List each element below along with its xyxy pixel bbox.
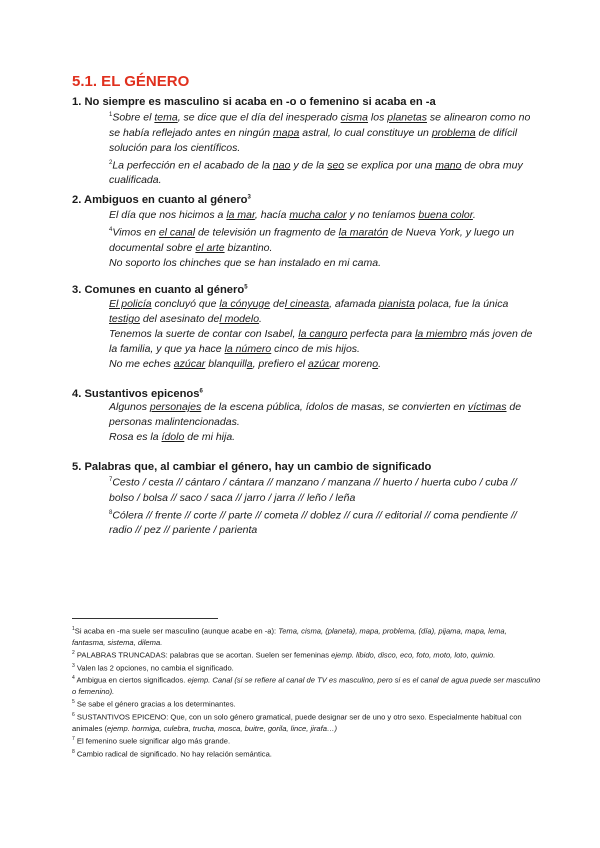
text-segment: Cólera // frente // corte // parte // cometa // doblez // cura // editorial // coma pendiente // radio // pez // pariente / parienta [109,509,517,536]
underlined-word: nao [272,159,291,171]
text-segment: ejemp. libido, disco, eco, foto, moto, loto, quimio. [331,650,496,660]
text-segment: Vimos en [112,226,159,239]
underlined-word: mucha calor [289,209,347,221]
text-segment: astral, lo cual constituye un [299,126,432,139]
section-heading-3: 3. Comunes en cuanto al género$^5$ [72,284,248,296]
footnote-ref: 7 [109,477,113,483]
footnote-number: 6 [72,712,75,719]
text-segment: No soporto los chinches que se han instalado en mi cama. [109,256,381,269]
example-line [109,223,534,256]
text-segment: de [270,298,285,310]
text-segment: , prefiero el [252,358,309,370]
footnote [72,648,542,661]
underlined-word: l cineasta [284,298,330,310]
example-line [109,430,534,445]
underlined-word: la maratón [338,226,389,239]
text-segment: , afamada [329,298,379,310]
underlined-word: la cónyuge [219,298,271,310]
section-heading-5: 5. Palabras que, al cambiar el género, hay un cambio de significado [72,461,432,473]
text-segment: . [472,209,476,221]
underlined-word: el canal [158,226,196,239]
text-segment: de televisión un fragmento de [195,226,339,239]
footnote-number: 2 [72,649,75,656]
text-segment: de personas malintencionadas. [109,401,522,428]
section-examples-1 [109,108,534,188]
text-segment: Cesto / cesta // cántaro / cántara // manzano / manzana // huerto / huerta cubo / cuba // bolso / bolsa // saco / saca // jarro / jarra // leño / leña [109,476,517,504]
text-segment: El día que nos hicimos a [109,209,227,221]
text-segment: cinco de mis hijos. [271,343,360,355]
underlined-word: víctimas [468,401,507,413]
example-line [109,506,534,539]
footnote-ref: 4 [109,227,113,233]
example-line [109,156,534,189]
page-title: 5.1. EL GÉNERO [72,73,190,90]
underlined-word: El policía [109,298,152,310]
underlined-word: pianista [378,298,415,310]
example-line [109,327,534,357]
underlined-word: azúcar [173,358,206,370]
section-examples-2 [109,208,534,271]
text-segment: Algunos [109,401,150,413]
text-segment: de la escena pública, ídolos de masas, se convierten en [201,401,468,413]
text-segment: Rosa es la [109,431,162,443]
text-segment: , se dice que el día del inesperado [177,111,341,124]
underlined-word: la canguro [298,328,348,340]
text-segment: Tema, cisma, (planeta), mapa, problema, (día), pijama, mapa, lema, fantasma, sistema, dilema. [72,626,507,647]
underlined-word: la mar [226,209,255,221]
text-segment: Se sabe el género gracias a los determinantes. [74,699,236,709]
underlined-word: seo [327,159,345,171]
underlined-word: buena color [418,209,473,221]
example-line [109,297,534,327]
underlined-word: l modelo [219,313,260,325]
text-segment: de obra muy cualificada. [109,159,523,186]
underlined-word: a [246,358,253,370]
text-segment: los [368,111,388,124]
text-segment: ejemp. hormiga, culebra, trucha, mosca, buitre, gorila, lince, jirafa…) [107,723,338,733]
footnotes [72,624,542,759]
text-segment: se explica por una [344,159,436,171]
footnote-ref: 1 [109,112,113,118]
section-examples-3 [109,297,534,372]
underlined-word: mapa [273,126,300,139]
footnote [72,673,542,697]
text-segment: Si acaba en -ma suele ser masculino (aunque acabe en -a): [74,626,279,636]
footnote [72,747,542,760]
section-heading-4: 4. Sustantivos epicenos$^6$ [72,388,203,400]
underlined-word: planetas [387,111,427,124]
section-examples-4 [109,400,534,445]
footnote-number: 3 [72,662,75,669]
text-segment: , hacía [254,209,290,221]
footnote-ref: 2 [109,159,113,166]
text-segment: de difícil solución para los científicos. [109,126,518,154]
text-segment: perfecta para [347,328,416,340]
underlined-word: azúcar [308,358,340,370]
footnote-number: 5 [72,699,75,706]
footnote [72,697,542,710]
footnote [72,661,542,674]
section-heading-2: 2. Ambiguos en cuanto al género$^3$ [72,194,251,206]
text-segment: concluyó que [151,298,220,310]
text-segment: de Nueva York, y luego un documental sobre [109,226,515,254]
section-examples-5 [109,473,534,538]
text-segment: No me eches [109,358,174,370]
underlined-word: problema [431,126,476,139]
footnote [72,734,542,747]
text-segment: más joven de la familia, y que ya hace [109,328,533,355]
text-segment: blanquill [205,358,247,370]
section-heading-1: 1. No siempre es masculino si acaba en -o o femenino si acaba en -a [72,96,436,108]
text-segment: y de la [290,159,328,171]
underlined-word: el arte [195,241,225,254]
underlined-word: tema [154,111,178,124]
text-segment: del asesinato de [139,313,220,325]
text-segment: Valen las 2 opciones, no cambia el significado. [74,663,234,673]
text-segment: de mi hija. [184,431,236,443]
underlined-word: o [372,358,379,370]
footnote [72,624,542,648]
example-line [109,473,534,506]
text-segment: PALABRAS TRUNCADAS: palabras que se acortan. Suelen ser femeninas [74,650,332,660]
text-segment: . [259,313,262,325]
text-segment: La perfección en el acabado de la [112,159,273,171]
text-segment: se alinearon como no se había reflejado antes en ningún [109,111,531,139]
underlined-word: personajes [149,401,202,413]
text-segment: moren [339,358,373,370]
underlined-word: cisma [340,111,369,124]
footnote-divider [72,618,218,619]
footnote-number: 7 [72,736,75,743]
text-segment: Sobre el [112,111,155,124]
example-line [109,357,534,372]
footnote-number: 4 [72,675,75,682]
example-line [109,256,534,271]
footnote [72,710,542,734]
example-line [109,400,534,430]
text-segment: Cambio radical de significado. No hay relación semántica. [74,749,272,759]
text-segment: SUSTANTIVOS EPICENO: Que, con un solo género gramatical, puede designar ser de uno y otro sexo. Especialmente habitual con animales ( [72,712,522,733]
text-segment: . [378,358,382,370]
underlined-word: ídolo [161,431,185,443]
underlined-word: testigo [109,313,140,325]
footnote-number: 8 [72,748,75,755]
example-line [109,108,534,156]
text-segment: bizantino. [224,241,273,254]
text-segment: polaca, fue la única [414,298,509,310]
text-segment: Tenemos la suerte de contar con Isabel, [109,328,299,340]
footnote-ref: 8 [109,509,113,516]
underlined-word: la miembro [415,328,468,340]
underlined-word: mano [435,159,462,171]
example-line [109,208,534,223]
underlined-word: la número [224,343,272,355]
text-segment: El femenino suele significar algo más grande. [74,736,231,746]
text-segment: ejemp. Canal (si se refiere al canal de TV es masculino, pero si es el canal de agua puede ser masculino o femenino). [72,675,541,697]
text-segment: y no teníamos [346,209,419,221]
text-segment: Ambigua en ciertos significados. [74,675,188,685]
footnote-number: 1 [72,626,75,632]
